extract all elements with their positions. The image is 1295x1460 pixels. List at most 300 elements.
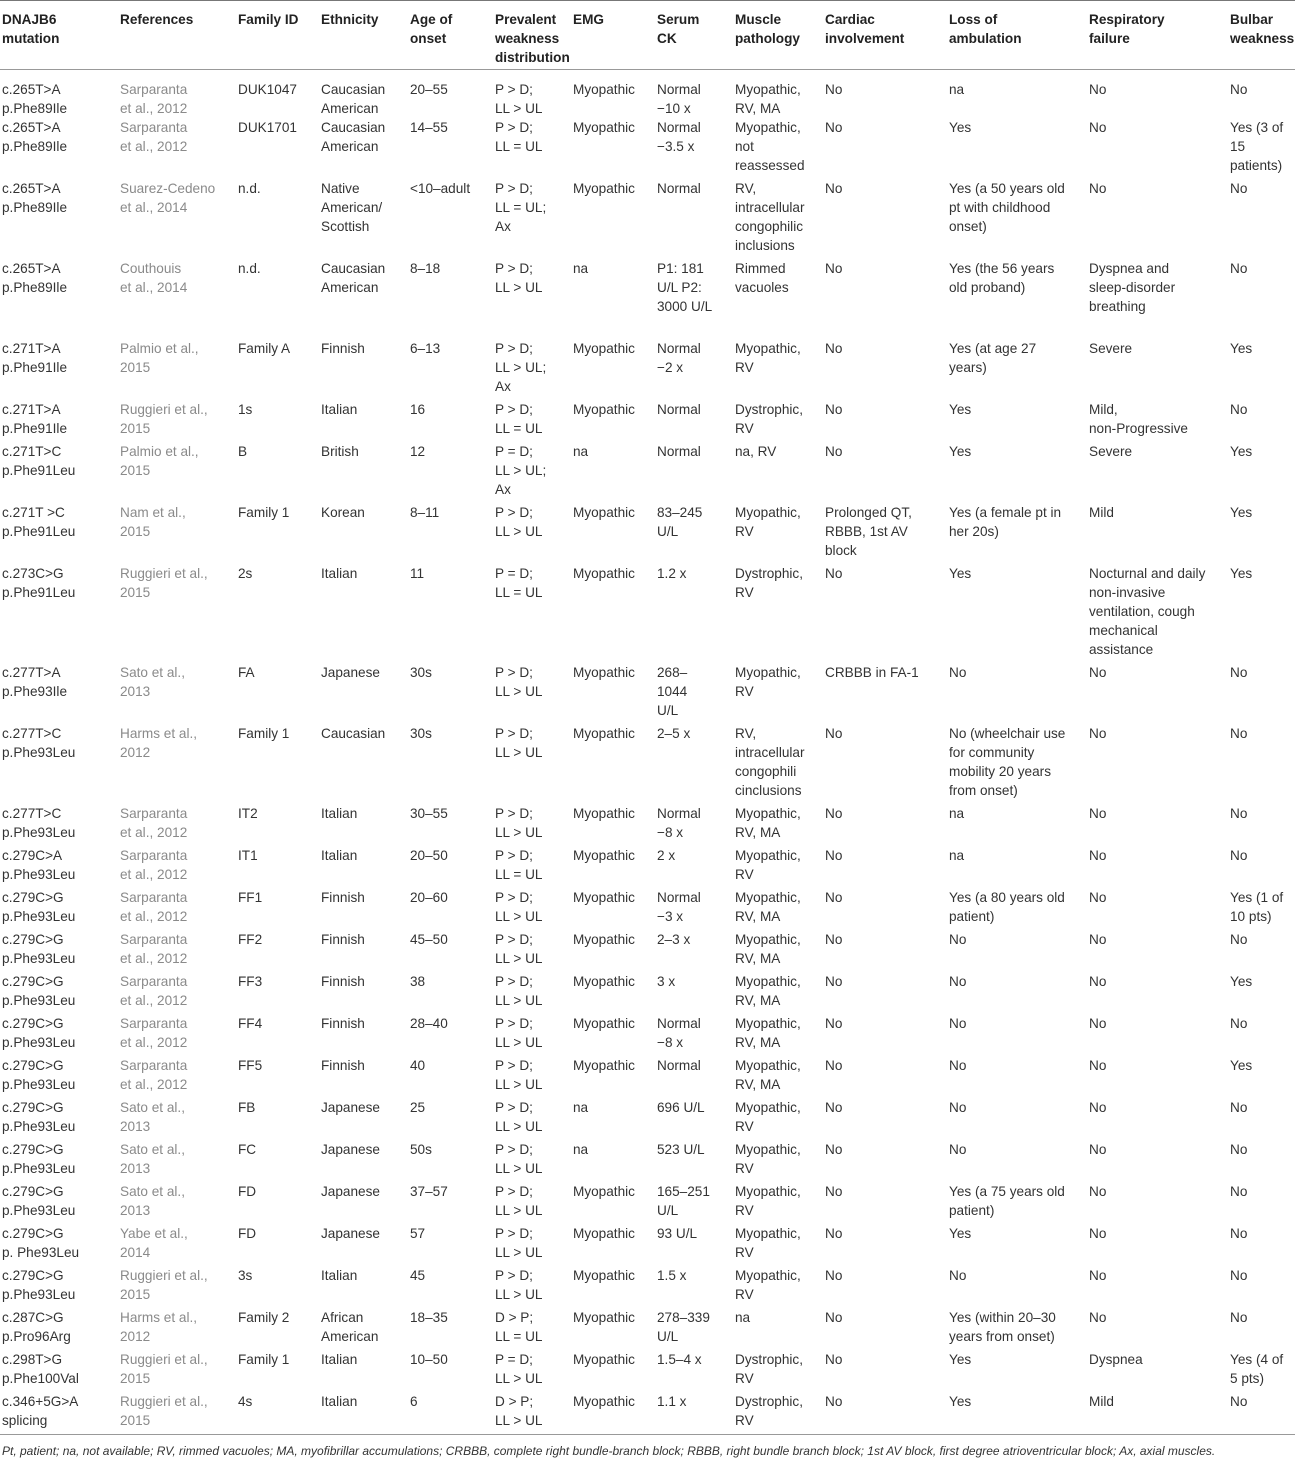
cell-muscle-pathology: Myopathic, RV, MA <box>735 932 801 966</box>
cell-family-id: 4s <box>236 1392 319 1435</box>
cell-family-id: FF4 <box>238 1016 263 1031</box>
cell-references: Harms et al., 2012 <box>120 726 198 760</box>
cell-references: Ruggieri et al., 2015 <box>120 402 208 436</box>
cell-weakness-distribution: P > D; LL > UL <box>495 806 543 840</box>
cell-cardiac-involvement: No <box>825 848 843 863</box>
header-emg: EMG <box>571 1 655 70</box>
cell-emg: Myopathic <box>573 806 635 821</box>
cell-mutation: c.277T>C p.Phe93Leu <box>2 726 76 760</box>
cell-cardiac-involvement: No <box>825 726 843 741</box>
cell-weakness-distribution: P > D; LL > UL <box>495 726 543 760</box>
cell-emg: Myopathic <box>571 1392 655 1435</box>
cell-cardiac-involvement: No <box>825 932 843 947</box>
header-respiratory-failure: Respiratory failure <box>1087 1 1228 70</box>
cell-mutation: c.279C>G p.Phe93Leu <box>2 1142 76 1176</box>
cell-bulbar-weakness: No <box>1230 932 1248 947</box>
cell-serum-ck: Normal −8 x <box>657 806 701 840</box>
cell-emg: Myopathic <box>573 726 635 741</box>
cell-mutation: c.265T>A p.Phe89Ile <box>2 181 68 215</box>
cell-family-id: n.d. <box>238 261 261 276</box>
cell-ethnicity: Finnish <box>321 341 365 356</box>
cell-muscle-pathology: Myopathic, RV <box>735 1226 801 1260</box>
cell-mutation: c.271T>A p.Phe91Ile <box>2 402 68 436</box>
cell-muscle-pathology: Myopathic, RV <box>735 665 801 699</box>
cell-muscle-pathology: Myopathic, RV, MA <box>735 1058 801 1092</box>
cell-respiratory-failure: Severe <box>1089 341 1133 356</box>
cell-muscle-pathology: Myopathic, RV <box>735 1268 801 1302</box>
cell-age-of-onset: 20–55 <box>410 82 448 97</box>
cell-ethnicity: Japanese <box>321 665 380 680</box>
cell-emg: Myopathic <box>573 181 635 196</box>
cell-ethnicity: Italian <box>319 1392 408 1435</box>
table-footnote: Pt, patient; na, not available; RV, rimmed vacuoles; MA, myofibrillar accumulations; CRBBB, complete right bundle-branch block; RBBB, right bundle branch block; 1st AV block, first degree atrioventricular block; Ax, axial muscles. <box>2 1444 1216 1458</box>
cell-family-id: Family 1 <box>238 726 290 741</box>
cell-age-of-onset: 28–40 <box>410 1016 448 1031</box>
cell-serum-ck: Normal −3 x <box>657 890 701 924</box>
cell-cardiac-involvement: No <box>825 120 843 135</box>
cell-respiratory-failure: No <box>1089 1268 1107 1283</box>
cell-cardiac-involvement: CRBBB in FA-1 <box>825 665 919 680</box>
cell-ethnicity: Native American/ Scottish <box>321 181 383 234</box>
cell-family-id: FF1 <box>238 890 263 905</box>
cell-cardiac-involvement: Prolonged QT, RBBB, 1st AV block <box>825 505 912 558</box>
cell-bulbar-weakness: No <box>1230 261 1248 276</box>
cell-mutation: c.287C>G p.Pro96Arg <box>2 1310 71 1344</box>
cell-emg: Myopathic <box>573 890 635 905</box>
cell-emg: Myopathic <box>573 341 635 356</box>
cell-references: Sarparanta et al., 2012 <box>120 1058 188 1092</box>
cell-family-id: DUK1047 <box>238 82 297 97</box>
cell-respiratory-failure: No <box>1089 1142 1107 1157</box>
cell-loss-of-ambulation: No <box>949 974 967 989</box>
cell-loss-of-ambulation: Yes <box>949 1226 972 1241</box>
cell-bulbar-weakness: No <box>1230 726 1248 741</box>
cell-weakness-distribution: P > D; LL > UL; Ax <box>495 341 547 394</box>
cell-ethnicity: Finnish <box>321 974 365 989</box>
cell-emg: Myopathic <box>573 932 635 947</box>
cell-references: Sarparanta et al., 2012 <box>120 806 188 840</box>
cell-respiratory-failure: Mild <box>1087 1392 1228 1435</box>
cell-emg: Myopathic <box>573 848 635 863</box>
cell-loss-of-ambulation: No <box>949 932 967 947</box>
cell-ethnicity: Japanese <box>321 1142 380 1157</box>
cell-emg: Myopathic <box>573 1016 635 1031</box>
cell-weakness-distribution: P > D; LL = UL; Ax <box>495 181 547 234</box>
cell-respiratory-failure: Mild, non-Progressive <box>1089 402 1188 436</box>
cell-loss-of-ambulation: No <box>949 1142 967 1157</box>
cell-emg: Myopathic <box>573 120 635 135</box>
cell-mutation: c.271T>C p.Phe91Leu <box>2 444 76 478</box>
cell-loss-of-ambulation: Yes (a 50 years old pt with childhood onset) <box>949 181 1065 234</box>
table-row <box>0 70 1295 119</box>
header-mutation: DNAJB6 mutation <box>0 1 118 70</box>
cell-cardiac-involvement: No <box>825 444 843 459</box>
table-row <box>0 930 1295 972</box>
cell-family-id: FF5 <box>238 1058 263 1073</box>
cell-age-of-onset: 37–57 <box>410 1184 448 1199</box>
cell-serum-ck: 3 x <box>657 974 676 989</box>
cell-cardiac-involvement: No <box>825 181 843 196</box>
cell-age-of-onset: 57 <box>410 1226 426 1241</box>
cell-loss-of-ambulation: Yes <box>949 1352 972 1367</box>
cell-age-of-onset: 25 <box>410 1100 426 1115</box>
cell-weakness-distribution: D > P; LL = UL <box>495 1310 543 1344</box>
cell-weakness-distribution: P > D; LL > UL <box>495 1184 543 1218</box>
table-row <box>0 1098 1295 1140</box>
cell-bulbar-weakness: No <box>1228 1392 1295 1435</box>
cell-respiratory-failure: No <box>1089 848 1107 863</box>
cell-ethnicity: Caucasian American <box>321 82 386 116</box>
table-row <box>0 1140 1295 1182</box>
cell-loss-of-ambulation: Yes (a 80 years old patient) <box>949 890 1065 924</box>
cell-emg: Myopathic <box>573 665 635 680</box>
cell-family-id: 1s <box>238 402 253 417</box>
cell-serum-ck: Normal −2 x <box>657 341 701 375</box>
cell-age-of-onset: 6–13 <box>410 341 441 356</box>
cell-loss-of-ambulation: Yes (at age 27 years) <box>949 341 1037 375</box>
cell-references: Sarparanta et al., 2012 <box>120 848 188 882</box>
cell-bulbar-weakness: No <box>1230 665 1248 680</box>
cell-emg: Myopathic <box>573 974 635 989</box>
cell-respiratory-failure: No <box>1089 181 1107 196</box>
cell-cardiac-involvement: No <box>825 1142 843 1157</box>
cell-weakness-distribution: P > D; LL > UL <box>495 1016 543 1050</box>
cell-ethnicity: Korean <box>321 505 365 520</box>
cell-family-id: FC <box>238 1142 257 1157</box>
cell-ethnicity: Japanese <box>321 1184 380 1199</box>
cell-family-id: FF3 <box>238 974 263 989</box>
cell-family-id: IT2 <box>238 806 258 821</box>
table-row <box>0 888 1295 930</box>
table-row <box>0 724 1295 804</box>
cell-ethnicity: Caucasian American <box>321 120 386 154</box>
cell-serum-ck: 1.5–4 x <box>657 1352 702 1367</box>
table-row <box>0 1308 1295 1350</box>
cell-family-id: Family 1 <box>238 1352 290 1367</box>
cell-age-of-onset: 10–50 <box>410 1352 448 1367</box>
cell-serum-ck: 2–3 x <box>657 932 691 947</box>
cell-weakness-distribution: P = D; LL > UL <box>495 1352 543 1386</box>
cell-serum-ck: 1.5 x <box>657 1268 687 1283</box>
cell-family-id: FD <box>238 1226 257 1241</box>
cell-ethnicity: Italian <box>321 1352 358 1367</box>
cell-muscle-pathology: Myopathic, RV, MA <box>735 1016 801 1050</box>
cell-loss-of-ambulation: No <box>949 665 967 680</box>
cell-mutation: c.279C>G p.Phe93Leu <box>2 1184 76 1218</box>
cell-serum-ck: 165–251 U/L <box>657 1184 710 1218</box>
cell-references: Suarez-Cedeno et al., 2014 <box>120 181 216 215</box>
cell-muscle-pathology: Myopathic, RV <box>735 848 801 882</box>
cell-emg: na <box>573 444 589 459</box>
cell-bulbar-weakness: No <box>1230 1016 1248 1031</box>
cell-cardiac-involvement: No <box>825 890 843 905</box>
cell-serum-ck: Normal <box>657 181 701 196</box>
cell-mutation: c.279C>G p.Phe93Leu <box>2 974 76 1008</box>
cell-ethnicity: Italian <box>321 566 358 581</box>
cell-loss-of-ambulation: Yes (a female pt in her 20s) <box>949 505 1062 539</box>
cell-serum-ck: 93 U/L <box>657 1226 698 1241</box>
cell-bulbar-weakness: No <box>1230 1310 1248 1325</box>
cell-weakness-distribution: P > D; LL > UL <box>495 505 543 539</box>
table-row <box>0 846 1295 888</box>
cell-age-of-onset: 11 <box>410 566 425 581</box>
table-row <box>0 564 1295 663</box>
cell-references: Sarparanta et al., 2012 <box>120 974 188 1008</box>
cell-respiratory-failure: No <box>1089 932 1107 947</box>
header-cardiac-involvement: Cardiac involvement <box>823 1 947 70</box>
cell-respiratory-failure: No <box>1089 120 1107 135</box>
cell-references: Sato et al., 2013 <box>120 1100 185 1134</box>
table-row <box>0 1350 1295 1392</box>
cell-cardiac-involvement: No <box>825 1352 843 1367</box>
cell-muscle-pathology: Myopathic, not reassessed <box>735 120 805 173</box>
cell-emg: na <box>573 1100 589 1115</box>
cell-references: Ruggieri et al., 2015 <box>118 1392 236 1435</box>
cell-ethnicity: Finnish <box>321 1058 365 1073</box>
cell-bulbar-weakness: Yes (1 of 10 pts) <box>1230 890 1284 924</box>
cell-ethnicity: Caucasian <box>321 726 386 741</box>
cell-bulbar-weakness: No <box>1230 1184 1248 1199</box>
cell-cardiac-involvement: No <box>825 341 843 356</box>
cell-ethnicity: Japanese <box>321 1100 380 1115</box>
cell-cardiac-involvement: No <box>825 1016 843 1031</box>
cell-loss-of-ambulation: No (wheelchair use for community mobility 20 years from onset) <box>949 726 1066 798</box>
cell-emg: Myopathic <box>573 1268 635 1283</box>
cell-respiratory-failure: No <box>1089 1310 1107 1325</box>
cell-bulbar-weakness: No <box>1230 1142 1248 1157</box>
cell-emg: Myopathic <box>573 1352 635 1367</box>
cell-serum-ck: 1.1 x <box>655 1392 733 1435</box>
cell-serum-ck: 523 U/L <box>657 1142 705 1157</box>
cell-weakness-distribution: P > D; LL > UL <box>495 82 543 116</box>
cell-emg: Myopathic <box>573 82 635 97</box>
cell-references: Sarparanta et al., 2012 <box>120 890 188 924</box>
cell-loss-of-ambulation: No <box>949 1058 967 1073</box>
cell-weakness-distribution: P > D; LL = UL <box>495 402 543 436</box>
cell-bulbar-weakness: Yes <box>1230 1058 1253 1073</box>
cell-cardiac-involvement: No <box>825 1310 843 1325</box>
cell-serum-ck: Normal −3.5 x <box>657 120 701 154</box>
cell-age-of-onset: 20–50 <box>410 848 448 863</box>
cell-respiratory-failure: No <box>1089 806 1107 821</box>
cell-cardiac-involvement: No <box>825 1184 843 1199</box>
cell-loss-of-ambulation: Yes <box>949 402 972 417</box>
cell-loss-of-ambulation: No <box>949 1100 967 1115</box>
cell-bulbar-weakness: Yes <box>1230 505 1253 520</box>
cell-weakness-distribution: P > D; LL > UL <box>495 1268 543 1302</box>
cell-emg: Myopathic <box>573 402 635 417</box>
cell-references: Nam et al., 2015 <box>120 505 186 539</box>
table-row <box>0 118 1295 179</box>
cell-bulbar-weakness: No <box>1230 1226 1248 1241</box>
cell-weakness-distribution: P > D; LL > UL <box>495 261 543 295</box>
cell-emg: Myopathic <box>573 566 635 581</box>
cell-bulbar-weakness: No <box>1230 1100 1248 1115</box>
cell-family-id: 3s <box>238 1268 253 1283</box>
cell-mutation: c.279C>G p.Phe93Leu <box>2 1016 76 1050</box>
cell-ethnicity: Finnish <box>321 1016 365 1031</box>
cell-ethnicity: Finnish <box>321 890 365 905</box>
cell-muscle-pathology: Myopathic, RV <box>735 505 801 539</box>
cell-age-of-onset: 30s <box>410 665 432 680</box>
cell-mutation: c.346+5G>A splicing <box>0 1392 118 1435</box>
header-family-id: Family ID <box>236 1 319 70</box>
cell-muscle-pathology: RV, intracellular congophili cinclusions <box>735 726 805 798</box>
cell-age-of-onset: 12 <box>410 444 426 459</box>
header-references: References <box>118 1 236 70</box>
cell-loss-of-ambulation: na <box>949 82 965 97</box>
table-row <box>0 1392 1295 1435</box>
header-age-of-onset: Age of onset <box>408 1 493 70</box>
cell-loss-of-ambulation: Yes <box>949 444 972 459</box>
cell-serum-ck: 696 U/L <box>657 1100 705 1115</box>
cell-age-of-onset: 30s <box>410 726 432 741</box>
cell-mutation: c.265T>A p.Phe89Ile <box>2 261 68 295</box>
cell-weakness-distribution: P = D; LL > UL; Ax <box>495 444 547 497</box>
cell-mutation: c.273C>G p.Phe91Leu <box>2 566 76 600</box>
cell-age-of-onset: 18–35 <box>410 1310 448 1325</box>
cell-bulbar-weakness: Yes <box>1230 566 1253 581</box>
cell-ethnicity: Finnish <box>321 932 365 947</box>
cell-bulbar-weakness: No <box>1230 402 1248 417</box>
cell-bulbar-weakness: Yes <box>1230 341 1253 356</box>
cell-respiratory-failure: Dyspnea <box>1089 1352 1143 1367</box>
cell-muscle-pathology: Myopathic, RV <box>735 341 801 375</box>
header-bulbar-weakness: Bulbar weakness <box>1228 1 1295 70</box>
cell-bulbar-weakness: No <box>1230 181 1248 196</box>
cell-family-id: Family A <box>238 341 291 356</box>
cell-cardiac-involvement: No <box>825 82 843 97</box>
cell-loss-of-ambulation: na <box>949 806 965 821</box>
header-row <box>0 1 1295 70</box>
cell-weakness-distribution: P = D; LL = UL <box>495 566 543 600</box>
cell-age-of-onset: 40 <box>410 1058 426 1073</box>
table-row <box>0 400 1295 442</box>
cell-ethnicity: Japanese <box>321 1226 380 1241</box>
cell-references: Sarparanta et al., 2012 <box>120 82 188 116</box>
cell-loss-of-ambulation: Yes (a 75 years old patient) <box>949 1184 1065 1218</box>
cell-references: Sarparanta et al., 2012 <box>120 932 188 966</box>
cell-muscle-pathology: Dystrophic, RV <box>733 1392 823 1435</box>
cell-references: Ruggieri et al., 2015 <box>120 1352 208 1386</box>
cell-cardiac-involvement: No <box>825 402 843 417</box>
header-serum-ck: Serum CK <box>655 1 733 70</box>
cell-mutation: c.277T>C p.Phe93Leu <box>2 806 76 840</box>
cell-respiratory-failure: Mild <box>1089 505 1114 520</box>
cell-serum-ck: Normal <box>657 444 701 459</box>
table-row <box>0 442 1295 503</box>
cell-serum-ck: Normal <box>657 402 701 417</box>
cell-cardiac-involvement: No <box>825 566 843 581</box>
cell-mutation: c.265T>A p.Phe89Ile <box>2 120 68 154</box>
cell-cardiac-involvement: No <box>825 261 843 276</box>
cell-mutation: c.279C>G p.Phe93Leu <box>2 932 76 966</box>
cell-weakness-distribution: P > D; LL > UL <box>495 665 543 699</box>
cell-ethnicity: Italian <box>321 402 358 417</box>
cell-references: Sato et al., 2013 <box>120 1184 185 1218</box>
cell-loss-of-ambulation: Yes <box>949 120 972 135</box>
table-row <box>0 972 1295 1014</box>
cell-weakness-distribution: D > P; LL > UL <box>493 1392 571 1435</box>
cell-respiratory-failure: No <box>1089 974 1107 989</box>
cell-loss-of-ambulation: na <box>949 848 965 863</box>
cell-ethnicity: African American <box>321 1310 379 1344</box>
cell-respiratory-failure: No <box>1089 1058 1107 1073</box>
cell-serum-ck: 2–5 x <box>657 726 691 741</box>
table-row <box>0 259 1295 339</box>
cell-muscle-pathology: Myopathic, RV <box>735 1100 801 1134</box>
cell-emg: Myopathic <box>573 1184 635 1199</box>
cell-ethnicity: British <box>321 444 359 459</box>
cell-respiratory-failure: Severe <box>1089 444 1133 459</box>
table-row <box>0 1182 1295 1224</box>
cell-respiratory-failure: No <box>1089 1226 1107 1241</box>
cell-family-id: B <box>238 444 248 459</box>
cell-bulbar-weakness: No <box>1230 82 1248 97</box>
cell-cardiac-involvement: No <box>823 1392 947 1435</box>
cell-respiratory-failure: No <box>1089 1184 1107 1199</box>
cell-mutation: c.279C>A p.Phe93Leu <box>2 848 76 882</box>
cell-ethnicity: Italian <box>321 848 358 863</box>
cell-mutation: c.271T>A p.Phe91Ile <box>2 341 68 375</box>
cell-respiratory-failure: No <box>1089 82 1107 97</box>
cell-ethnicity: Caucasian American <box>321 261 386 295</box>
cell-age-of-onset: 38 <box>410 974 426 989</box>
cell-family-id: FA <box>238 665 255 680</box>
cell-emg: Myopathic <box>573 1310 635 1325</box>
cell-age-of-onset: <10–adult <box>410 181 471 196</box>
cell-emg: Myopathic <box>573 1226 635 1241</box>
cell-bulbar-weakness: Yes <box>1230 974 1253 989</box>
cell-mutation: c.265T>A p.Phe89Ile <box>2 82 68 116</box>
table-row <box>0 1266 1295 1308</box>
cell-bulbar-weakness: No <box>1230 1268 1248 1283</box>
cell-muscle-pathology: RV, intracellular congophilic inclusions <box>735 181 805 253</box>
cell-family-id: 2s <box>238 566 253 581</box>
cell-loss-of-ambulation: Yes <box>949 566 972 581</box>
cell-emg: Myopathic <box>573 1058 635 1073</box>
cell-ethnicity: Italian <box>321 1268 358 1283</box>
cell-cardiac-involvement: No <box>825 806 843 821</box>
table-row <box>0 1224 1295 1266</box>
table-row <box>0 1056 1295 1098</box>
cell-family-id: n.d. <box>238 181 261 196</box>
cell-respiratory-failure: No <box>1089 665 1107 680</box>
cell-serum-ck: P1: 181 U/L P2: 3000 U/L <box>657 261 713 314</box>
cell-bulbar-weakness: Yes <box>1230 444 1253 459</box>
cell-serum-ck: 2 x <box>657 848 676 863</box>
cell-mutation: c.277T>A p.Phe93Ile <box>2 665 68 699</box>
cell-weakness-distribution: P > D; LL > UL <box>495 1226 543 1260</box>
cell-age-of-onset: 30–55 <box>410 806 448 821</box>
header-muscle-pathology: Muscle pathology <box>733 1 823 70</box>
table-row <box>0 1014 1295 1056</box>
cell-emg: na <box>573 1142 589 1157</box>
cell-cardiac-involvement: No <box>825 974 843 989</box>
cell-serum-ck: 83–245 U/L <box>657 505 703 539</box>
cell-weakness-distribution: P > D; LL = UL <box>495 120 543 154</box>
cell-cardiac-involvement: No <box>825 1268 843 1283</box>
header-loss-of-ambulation: Loss of ambulation <box>947 1 1087 70</box>
cell-references: Ruggieri et al., 2015 <box>120 1268 208 1302</box>
cell-loss-of-ambulation: Yes (within 20–30 years from onset) <box>949 1310 1056 1344</box>
cell-muscle-pathology: Myopathic, RV <box>735 1184 801 1218</box>
cell-muscle-pathology: Myopathic, RV, MA <box>735 974 801 1008</box>
cell-family-id: FB <box>238 1100 256 1115</box>
cell-family-id: FD <box>238 1184 257 1199</box>
cell-ethnicity: Italian <box>321 806 358 821</box>
cell-cardiac-involvement: No <box>825 1226 843 1241</box>
